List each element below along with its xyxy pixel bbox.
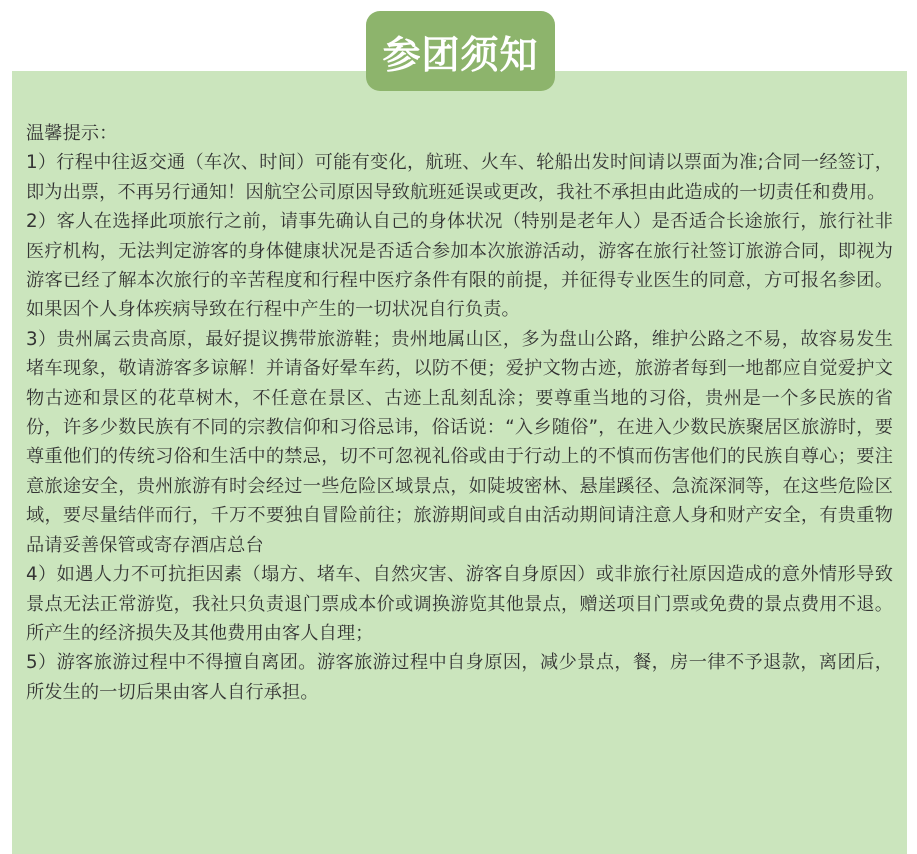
notice-item-5: 5）游客旅游过程中不得擅自离团。游客旅游过程中自身原因，减少景点，餐，房一律不予退款，离团后，所发生的一切后果由客人自行承担。 [26,652,893,703]
notice-item-1: 1）行程中往返交通（车次、时间）可能有变化，航班、火车、轮船出发时间请以票面为准;合同一经签订，即为出票，不再另行通知！因航空公司原因导致航班延误或更改，我社不承担由此造成的一切责任和费用。 [26,152,893,203]
notice-item-3: 3）贵州属云贵高原，最好提议携带旅游鞋；贵州地属山区，多为盘山公路，维护公路之不易，故容易发生堵车现象，敬请游客多谅解！并请备好晕车药，以防不便；爱护文物古迹，旅游者每到一地都应自觉爱护文物古迹和景区的花草树木，不任意在景区、古迹上乱刻乱涂；要尊重当地的习俗，贵州是一个多民族的省份，许多少数民族有不同的宗教信仰和习俗忌讳，俗话说：“入乡随俗”，在进入少数民族聚居区旅游时，要尊重他们的传统习俗和生活中的禁忌，切不可忽视礼俗或由于行动上的不慎而伤害他们的民族自尊心；要注意旅途安全，贵州旅游有时会经过一些危险区域景点，如陡坡密林、悬崖蹊径、急流深洞等，在这些危险区域，要尽量结伴而行，千万不要独自冒险前往；旅游期间或自由活动期间请注意人身和财产安全，有贵重物品请妥善保管或寄存酒店总台 [26,328,893,556]
notice-intro: 温馨提示： [26,123,118,144]
notice-item-4: 4）如遇人力不可抗拒因素（塌方、堵车、自然灾害、游客自身原因）或非旅行社原因造成的意外情形导致景点无法正常游览，我社只负责退门票成本价或调换游览其他景点，赠送项目门票或免费的景点费用不退。所产生的经济损失及其他费用由客人自理； [26,564,893,644]
notice-item-2: 2）客人在选择此项旅行之前，请事先确认自己的身体状况（特别是老年人）是否适合长途旅行，旅行社非医疗机构，无法判定游客的身体健康状况是否适合参加本次旅游活动，游客在旅行社签订旅游合同，即视为游客已经了解本次旅行的辛苦程度和行程中医疗条件有限的前提，并征得专业医生的同意，方可报名参团。如果因个人身体疾病导致在行程中产生的一切状况自行负责。 [26,211,893,321]
notice-body [26,119,893,707]
notice-panel [12,71,907,854]
page-title: 参团须知 [382,32,539,77]
title-badge [366,11,555,91]
